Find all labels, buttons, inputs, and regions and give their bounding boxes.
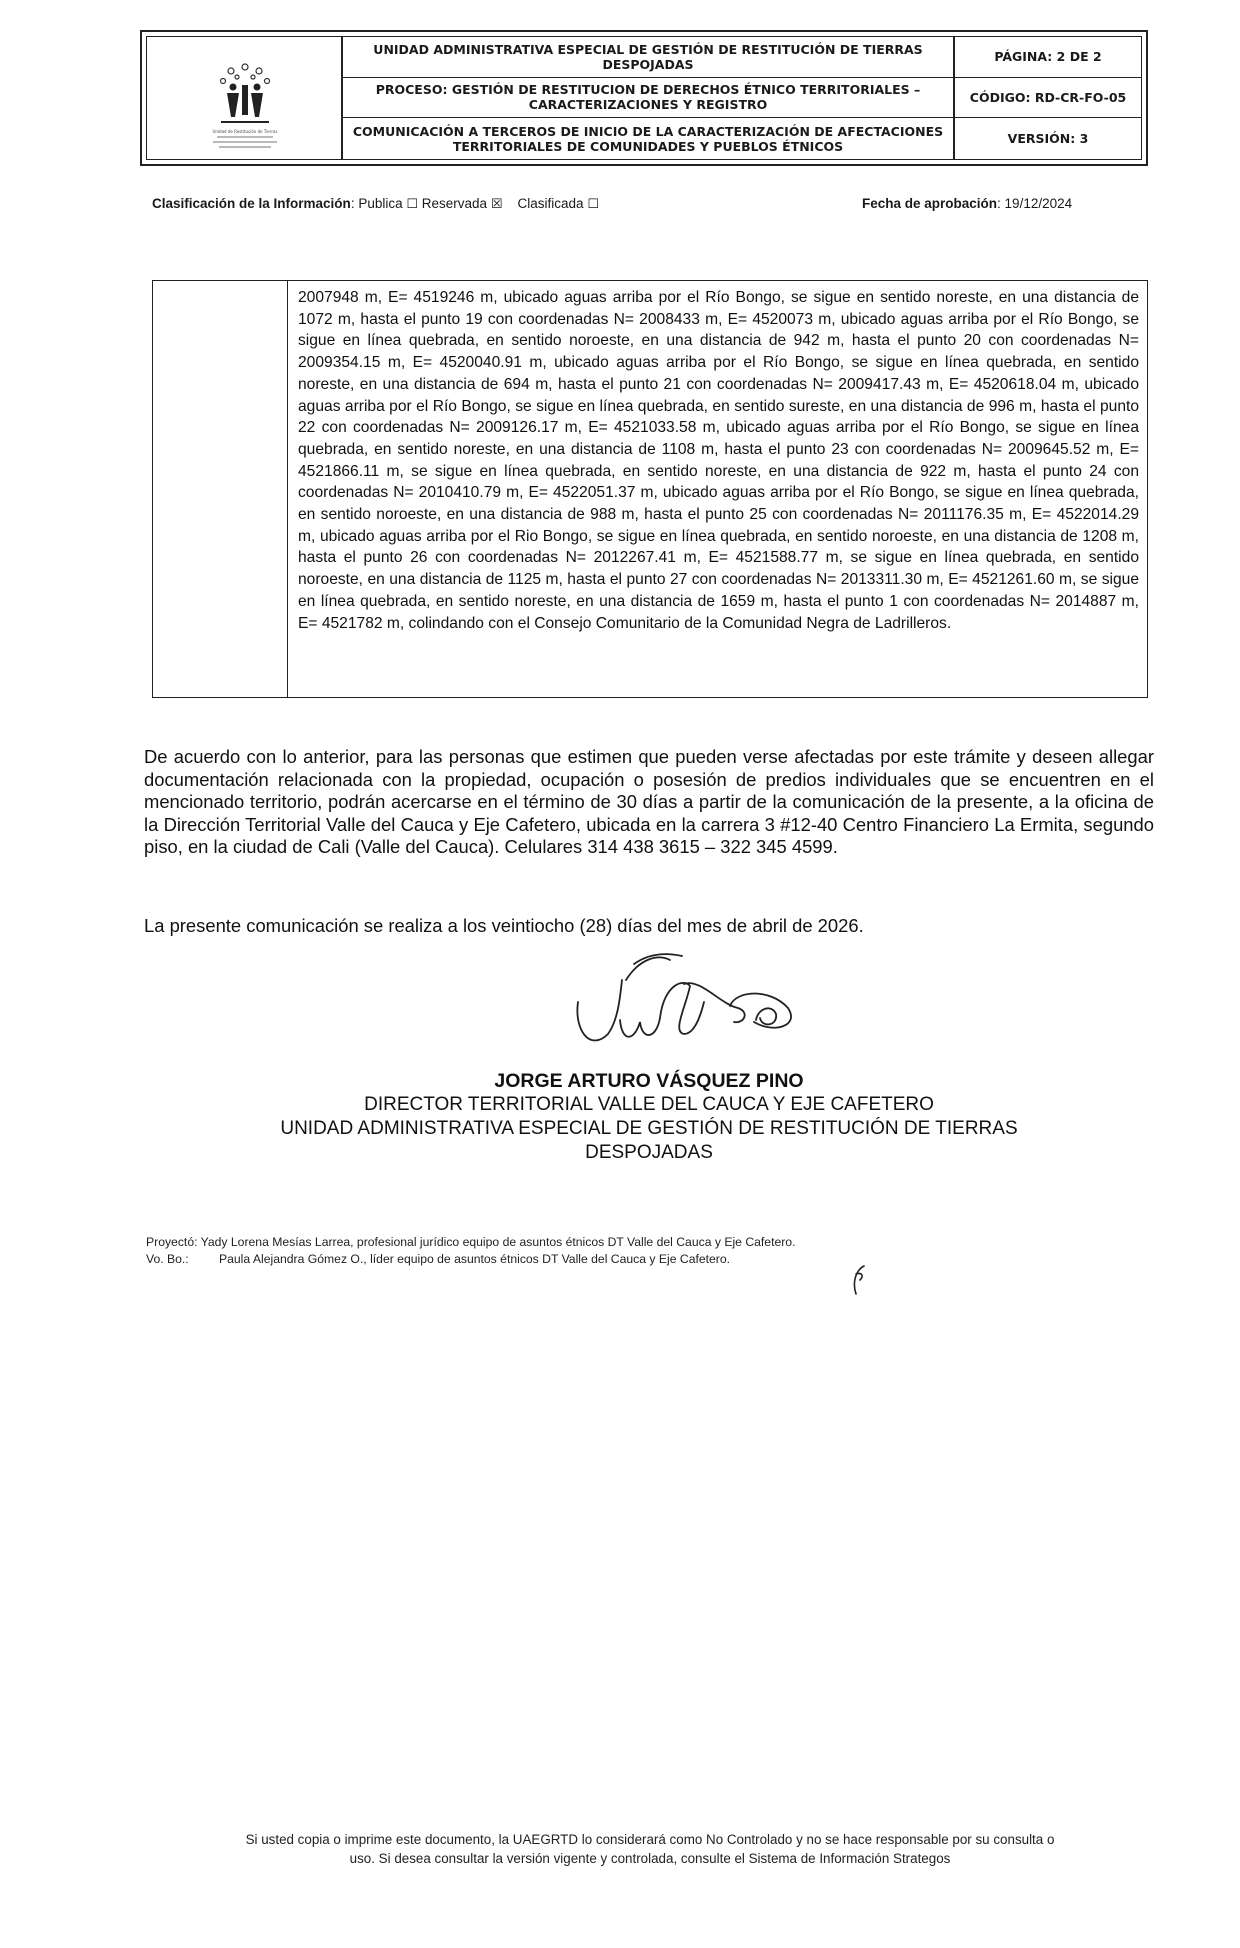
- checkbox-publica: ☐: [406, 197, 419, 212]
- approved-by-label: Vo. Bo.:: [146, 1252, 189, 1266]
- signer-name: JORGE ARTURO VÁSQUEZ PINO: [494, 1070, 804, 1092]
- document-code: CÓDIGO: RD-CR-FO-05: [955, 78, 1141, 119]
- classification-label: Clasificación de la Información: [152, 196, 351, 211]
- checkbox-reservada: ☒: [490, 197, 503, 212]
- document-header: [140, 30, 1148, 166]
- initial-mark-icon: [850, 1262, 870, 1298]
- document-title: COMUNICACIÓN A TERCEROS DE INICIO DE LA CARACTERIZACIÓN DE AFECTACIONES TERRITORIALES DE COMUNIDADES Y PUEBLOS ÉTNICOS: [343, 118, 955, 159]
- boundary-table: [152, 280, 1148, 698]
- classification-publica: : Publica: [350, 196, 403, 211]
- approval-date-value: : 19/12/2024: [997, 196, 1073, 211]
- document-version: VERSIÓN: 3: [1007, 131, 1089, 147]
- page-number: PÁGINA: 2 DE 2: [955, 37, 1141, 78]
- classification-line: [152, 196, 599, 212]
- approved-by-text: Paula Alejandra Gómez O., líder equipo de asuntos étnicos DT Valle del Cauca y Eje Cafetero.: [219, 1252, 731, 1266]
- classification-reservada: Reservada: [421, 196, 488, 211]
- signer-title-3: DESPOJADAS: [585, 1142, 713, 1163]
- svg-text:Unidad de Restitución de Tierr: Unidad de Restitución de Tierras: [212, 129, 278, 134]
- process-name: PROCESO: GESTIÓN DE RESTITUCION DE DERECHOS ÉTNICO TERRITORIALES – CARACTERIZACIONES Y REGISTRO: [343, 78, 955, 119]
- footer-line-2: uso. Si desea consultar la versión vigente y controlada, consulte el Sistema de Información Strategos: [349, 1851, 951, 1866]
- signer-title-1: DIRECTOR TERRITORIAL VALLE DEL CAUCA Y EJE CAFETERO: [364, 1094, 934, 1115]
- prepared-by: Proyectó: Yady Lorena Mesías Larrea, profesional jurídico equipo de asuntos étnicos DT Valle del Cauca y Eje Cafetero.: [146, 1235, 796, 1249]
- entity-logo: [147, 37, 343, 159]
- approval-date-label: Fecha de aprobación: [862, 196, 998, 211]
- date-paragraph: La presente comunicación se realiza a los veintiocho (28) días del mes de abril de 2026.: [144, 915, 864, 936]
- boundary-description: 2007948 m, E= 4519246 m, ubicado aguas arriba por el Río Bongo, se sigue en sentido noreste, en una distancia de 1072 m, hasta el punto 19 con coordenadas N= 2008433 m, E= 4520073 m, ubicado aguas arriba por el Río Bongo, se sigue en línea quebrada, en sentido noroeste, en una distancia de 942 m, hasta el punto 20 con coordenadas N= 2009354.15 m, E= 4520040.91 m, ubicado aguas arriba por el Río Bongo, se sigue en línea quebrada, en sentido noreste, en una distancia de 694 m, hasta el punto 21 con coordenadas N= 2009417.43 m, E= 4520618.04 m, ubicado aguas arriba por el Río Bongo, se sigue en línea quebrada, en sentido sureste, en una distancia de 996 m, hasta el punto 22 con coordenadas N= 2009126.17 m, E= 4521033.58 m, ubicado aguas arriba por el Río Bongo, se sigue en línea quebrada, en sentido noreste, en una distancia de 1108 m, hasta el punto 23 con coordenadas N= 2009645.52 m, E= 4521866.11 m, se sigue en línea quebrada, en sentido noreste, en una distancia de 922 m, hasta el punto 24 con coordenadas N= 2010410.79 m, E= 4522051.37 m, ubicado aguas arriba por el Río Bongo, se sigue en línea quebrada, en sentido noroeste, en una distancia de 988 m, hasta el punto 25 con coordenadas N= 2011176.35 m, E= 4522014.29 m, ubicado aguas arriba por el Rio Bongo, se sigue en línea quebrada, en sentido noroeste, en una distancia de 1208 m, hasta el punto 26 con coordenadas N= 2012267.41 m, E= 4521588.77 m, se sigue en línea quebrada, en sentido noroeste, en una distancia de 1125 m, hasta el punto 27 con coordenadas N= 2013311.30 m, E= 4521261.60 m, se sigue en línea quebrada, en sentido noreste, en una distancia de 1659 m, hasta el punto 1 con coordenadas N= 2014887 m, E= 4521782 m, colindando con el Consejo Comunitario de la Comunidad Negra de Ladrilleros.: [298, 289, 1139, 632]
- boundary-table-label-cell: [153, 281, 288, 697]
- classification-clasificada: Clasificada: [517, 196, 584, 211]
- instructions-paragraph: De acuerdo con lo anterior, para las personas que estimen que pueden verse afectadas por este trámite y deseen allegar documentación relacionada con la propiedad, ocupación o posesión de predios individuales que se encuentren en el mencionado territorio, podrán acercarse en el término de 30 días a partir de la comunicación de la presente, a la oficina de la Dirección Territorial Valle del Cauca y Eje Cafetero, ubicada en la carrera 3 #12-40 Centro Financiero La Ermita, segundo piso, en la ciudad de Cali (Valle del Cauca). Celulares 314 438 3615 – 322 345 4599.: [144, 746, 1154, 858]
- signer-title-2: UNIDAD ADMINISTRATIVA ESPECIAL DE GESTIÓN DE RESTITUCIÓN DE TIERRAS: [280, 1118, 1018, 1139]
- tree-logo-icon: [147, 37, 343, 163]
- entity-title: UNIDAD ADMINISTRATIVA ESPECIAL DE GESTIÓN DE RESTITUCIÓN DE TIERRAS DESPOJADAS: [343, 37, 955, 78]
- approved-by: [146, 1252, 730, 1266]
- checkbox-clasificada: ☐: [587, 197, 599, 212]
- footer-line-1: Si usted copia o imprime este documento, la UAEGRTD lo considerará como No Controlado y no se hace responsable por su consulta o: [245, 1832, 1055, 1847]
- signature-icon: [560, 950, 820, 1060]
- approval-date: [862, 196, 1072, 211]
